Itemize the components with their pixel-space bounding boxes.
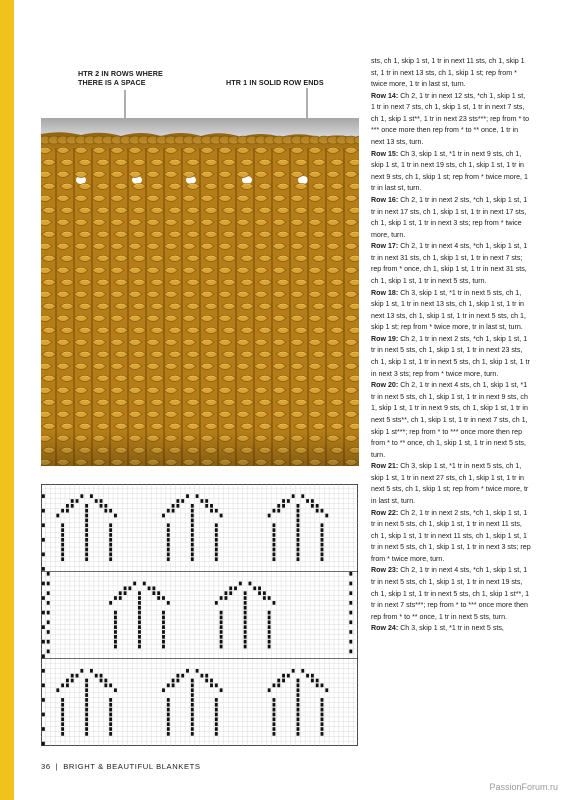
- instruction-row-label: Row 17:: [371, 242, 399, 251]
- instruction-row-label: Row 19:: [371, 334, 399, 343]
- instruction-row-text: Ch 3, skip 1 st, *1 tr in next 9 sts, ch 1, skip 1 st, 1 tr in next 19 sts, ch 1, skip 1 st, 1 tr in next 9 sts, ch 1, skip 1 st; rep from * twice more, 1 tr in last st, turn.: [371, 149, 528, 193]
- instruction-row-text: Ch 3, skip 1 st, *1 tr in next 5 sts, ch 1, skip 1 st, 1 tr in next 13 sts, ch 1, skip 1 st, 1 tr in next 13 sts, ch 1, skip 1 st, 1 tr in next 5 sts, ch 1, skip 1 st; rep from * twice more, tr in last st, turn.: [371, 288, 526, 332]
- instruction-row-label: Row 18:: [371, 288, 399, 297]
- instruction-row: [371, 149, 531, 195]
- instruction-row-text: Ch 2, 1 tr in next 2 sts, *ch 1, skip 1 st, 1 tr in next 17 sts, ch 1, skip 1 st, 1 tr in next 17 sts, ch 1, skip 1 st, 1 tr in next 3 sts; rep from * twice more, turn.: [371, 195, 528, 239]
- instruction-row-text: sts, ch 1, skip 1 st, 1 tr in next 11 sts, ch 1, skip 1 st, 1 tr in next 13 sts, ch 1, skip 1 st; rep from * twice more, 1 tr in last st, turn.: [371, 57, 525, 89]
- instruction-row: [371, 508, 531, 566]
- instruction-row-text: Ch 2, 1 tr in next 4 sts, ch 1, skip 1 st, *1 tr in next 5 sts, ch 1, skip 1 st, 1 tr in next 9 sts, ch 1, skip 1 st, 1 tr in next 9 sts, ch 1, skip 1 st, 1 tr in next 5 sts**, ch 1, skip 1 st, 1 tr in next 7 sts, ch 1, skip 1 st***; rep from * to *** once more then rep from * to ** once, ch 1, skip 1 st, 1 tr in next 5 sts, turn.: [371, 381, 528, 459]
- instruction-row: [371, 56, 531, 91]
- page-number: 36: [41, 762, 51, 771]
- crochet-swatch-photo: [41, 118, 359, 466]
- instruction-row-text: Ch 3, skip 1 st, *1 tr in next 5 sts, ch 1, skip 1 st, 1 tr in next 27 sts, ch 1, skip 1 st, 1 tr in next 5 sts, ch 1, skip 1 st; rep from * twice more, tr in last st, turn.: [371, 462, 529, 505]
- instruction-row-label: Row 23:: [371, 566, 399, 575]
- instruction-row-text: Ch 3, skip 1 st, *1 tr in next 5 sts,: [400, 624, 504, 633]
- annotation-htr2-line2: THERE IS A SPACE: [78, 77, 146, 87]
- instruction-row: [371, 380, 531, 461]
- instruction-row-label: Row 15:: [371, 149, 399, 158]
- instruction-row-label: Row 22:: [371, 508, 399, 517]
- instruction-row: [371, 91, 531, 149]
- instruction-row: [371, 195, 531, 241]
- instruction-row-label: Row 20:: [371, 381, 399, 390]
- instruction-row-label: Row 24:: [371, 624, 399, 633]
- instruction-row-label: Row 21:: [371, 462, 399, 471]
- footer-separator: |: [55, 762, 59, 771]
- stitch-chart: [41, 484, 358, 746]
- annotation-htr2-line1: HTR 2 IN ROWS WHERE: [78, 69, 163, 78]
- instruction-row-text: Ch 2, 1 tr in next 4 sts, *ch 1, skip 1 st, 1 tr in next 5 sts, ch 1, skip 1 st, 1 tr in next 19 sts, ch 1, skip 1 st, 1 tr in next 5 sts, ch 1, skip 1 st**, 1 tr in next 7 sts***; rep from * to *** once more then rep from * to ** once, 1 tr in next 5 sts, turn.: [371, 566, 530, 621]
- crochet-swatch-illustration: [41, 118, 359, 466]
- instruction-row-label: Row 14:: [371, 91, 399, 100]
- instruction-row-label: Row 16:: [371, 195, 399, 204]
- instruction-row: [371, 623, 531, 635]
- page-footer: [41, 762, 201, 771]
- instruction-row-text: Ch 2, 1 tr in next 2 sts, *ch 1, skip 1 st, 1 tr in next 5 sts, ch 1, skip 1 st, 1 tr in next 23 sts, ch 1, skip 1 st, 1 tr in next 5 sts, ch 1, skip 1 st, 1 tr in next 3 sts; rep from * twice more, turn.: [371, 334, 530, 378]
- instruction-row-text: Ch 2, 1 tr in next 2 sts, *ch 1, skip 1 st, 1 tr in next 5 sts, ch 1, skip 1 st, 1 tr in next 11 sts, ch 1, skip 1 st, 1 tr in next 11 sts, ch 1, skip 1 st, 1 tr in next 5 sts, ch 1, skip 1 st, 1 tr in next 3 sts; rep from * twice more, turn.: [371, 508, 531, 563]
- publication-title: BRIGHT & BEAUTIFUL BLANKETS: [63, 762, 201, 771]
- instruction-row: [371, 288, 531, 334]
- instruction-row-text: Ch 2, 1 tr in next 4 sts, *ch 1, skip 1 st, 1 tr in next 31 sts, ch 1, skip 1 st, 1 tr in next 7 sts; rep from * once, ch 1, skip 1 st, 1 tr in next 31 sts, ch 1, skip 1 st, 1 tr in next 5 sts, turn.: [371, 242, 528, 285]
- instruction-row-text: Ch 2, 1 tr in next 12 sts, *ch 1, skip 1 st, 1 tr in next 7 sts, ch 1, skip 1 st, 1 tr in next 7 sts, ch 1, skip 1 st**, 1 tr in next 23 sts***; rep from * to *** once more then rep from * to ** once, 1 tr in next 13 sts, turn.: [371, 91, 530, 147]
- instruction-row: [371, 241, 531, 287]
- instruction-row: [371, 334, 531, 380]
- instruction-row: [371, 461, 531, 507]
- instruction-row: [371, 565, 531, 623]
- pattern-instructions: [371, 56, 531, 635]
- watermark: PassionForum.ru: [489, 782, 558, 792]
- annotation-htr1: HTR 1 IN SOLID ROW ENDS: [226, 78, 324, 87]
